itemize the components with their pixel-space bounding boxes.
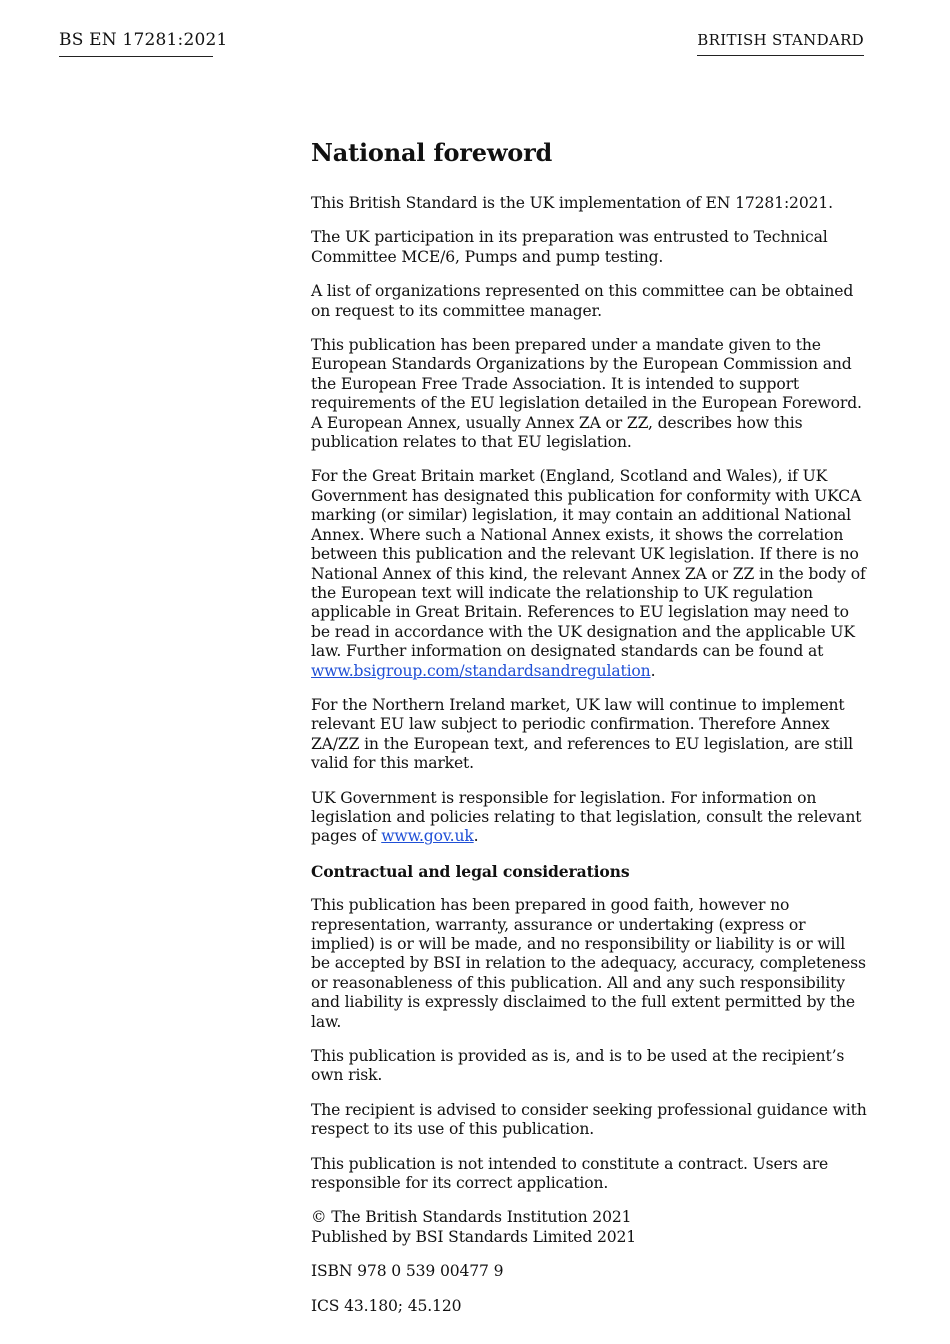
paragraph-organizations: A list of organizations represented on this committee can be obtained on request to its committee manager. <box>311 282 854 320</box>
paragraph-great-britain-market <box>311 467 867 680</box>
uk-government-end: . <box>473 827 479 846</box>
paragraph-committee: The UK participation in its preparation was entrusted to Technical Committee MCE/6, Pumps and pump testing. <box>311 228 828 266</box>
uk-government-text: UK Government is responsible for legislation. For information on legislation and policies relating to that legislation, consult the relevant pages of <box>311 788 862 846</box>
isbn: ISBN 978 0 539 00477 9 <box>311 1262 504 1281</box>
page-title: National foreword <box>311 138 553 167</box>
national-foreword-section <box>311 138 867 1331</box>
gb-market-end: . <box>650 661 656 680</box>
paragraph-professional-guidance: The recipient is advised to consider seeking professional guidance with respect to its use of this publication. <box>311 1100 867 1139</box>
paragraph-as-is: This publication is provided as is, and is to be used at the recipient’s own risk. <box>311 1047 845 1085</box>
paragraph-implementation: This British Standard is the UK implementation of EN 17281:2021. <box>311 194 833 212</box>
copyright-block <box>311 1208 867 1247</box>
publisher-line: Published by BSI Standards Limited 2021 <box>311 1227 637 1246</box>
gb-market-text: For the Great Britain market (England, Scotland and Wales), if UK Government has designated this publication for conformity with UKCA marking (or similar) legislation, it may contain an additional National Annex. Where such a National Annex exists, it shows the correlation between this publication and the relevant UK legislation. If there is no National Annex of this kind, the relevant Annex ZA or ZZ in the body of the European text will indicate the relationship to UK regulation applicable in Great Britain. References to EU legislation may need to be read in accordance with the UK designation and the applicable UK law. Further information on designated standards can be found at <box>311 467 866 661</box>
paragraph-northern-ireland-market: For the Northern Ireland market, UK law will continue to implement relevant EU law subject to periodic confirmation. Therefore Annex ZA/ZZ in the European text, and references to EU legislation, are still valid for this market. <box>311 695 853 773</box>
legal-considerations-heading: Contractual and legal considerations <box>311 861 630 881</box>
gov-uk-link[interactable]: www.gov.uk <box>381 827 474 846</box>
document-number: BS EN 17281:2021 <box>59 30 213 57</box>
paragraph-uk-government <box>311 789 867 847</box>
ics-codes: ICS 43.180; 45.120 <box>311 1296 462 1315</box>
paragraph-good-faith: This publication has been prepared in good faith, however no representation, warranty, assurance or undertaking (express or implied) is or will be made, and no responsibility or liability is or will be accepted by BSI in relation to the adequacy, accuracy, completeness or reasonableness of this publication. All and any such responsibility and liability is expressly disclaimed to the full extent permitted by the law. <box>311 896 866 1031</box>
copyright-line: © The British Standards Institution 2021 <box>311 1208 632 1227</box>
bsigroup-link[interactable]: www.bsigroup.com/standardsandregulation <box>311 661 651 680</box>
paragraph-not-contract: This publication is not intended to constitute a contract. Users are responsible for its correct application. <box>311 1154 829 1193</box>
paragraph-mandate: This publication has been prepared under a mandate given to the European Standards Organizations by the European Commission and the European Free Trade Association. It is intended to support requirements of the EU legislation detailed in the European Foreword. A European Annex, usually Annex ZA or ZZ, describes how this publication relates to that EU legislation. <box>311 336 862 452</box>
document-type-label: BRITISH STANDARD <box>697 31 864 56</box>
